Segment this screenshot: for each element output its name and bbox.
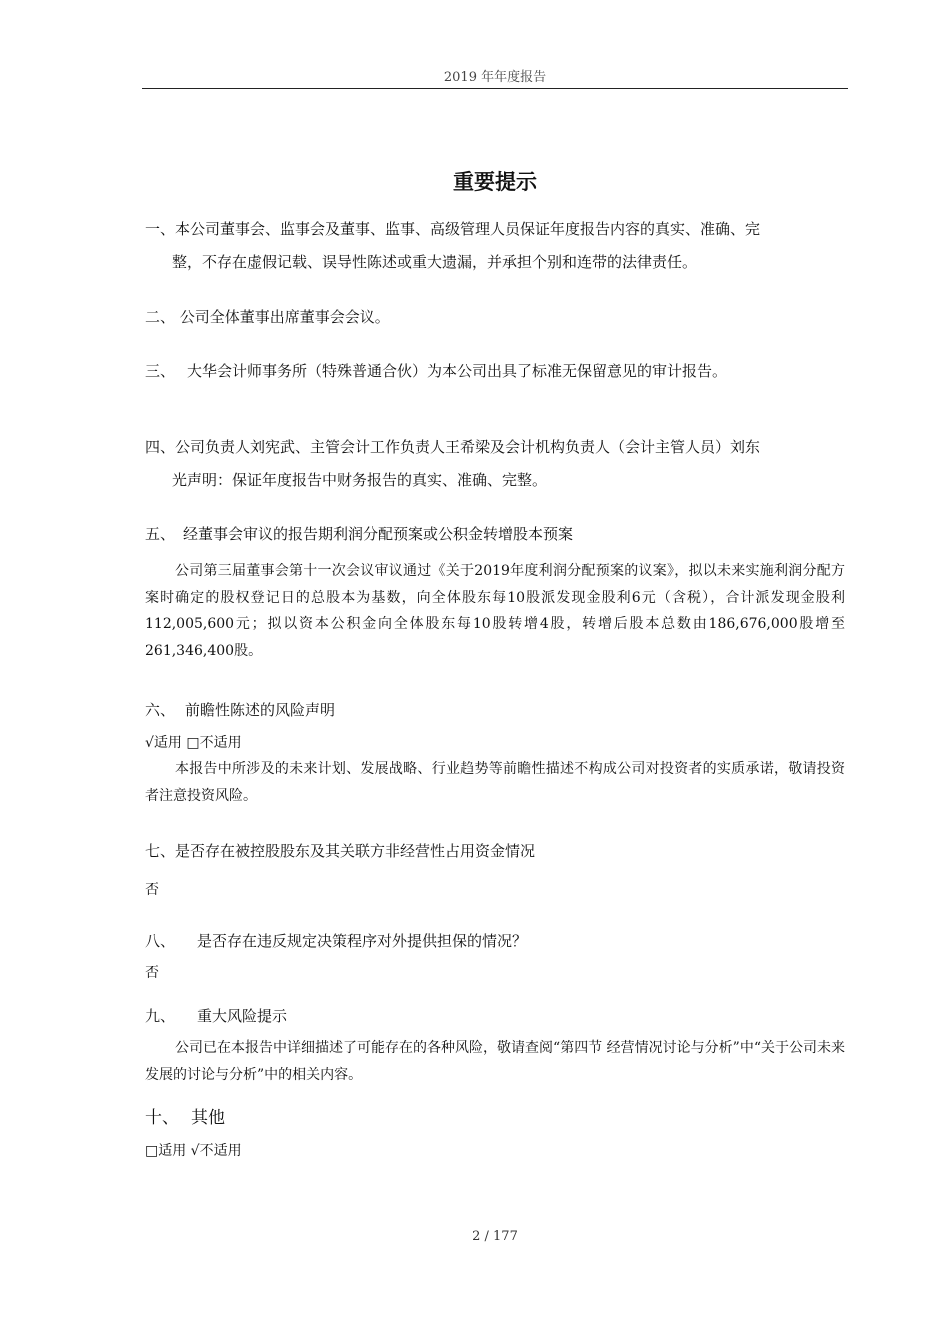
section-10-heading bbox=[145, 1103, 845, 1128]
section-4-line-1: 四、公司负责人刘宪武、主管会计工作负责人王希梁及会计机构负责人（会计主管人员）刘东 bbox=[145, 438, 761, 456]
section-6-title: 前瞻性陈述的风险声明 bbox=[185, 701, 336, 719]
section-5-body: 公司第三届董事会第十一次会议审议通过《关于2019年度利润分配预案的议案》，拟以未来实施利润分配方案时确定的股权登记日的总股本为基数，向全体股东每10股派发现金股利6元（含税），合计派发现金股利112,005,600元；拟以资本公积金向全体股东每10股转增4股，转增后股本总数由186,676,000股增至261,346,400股。 bbox=[145, 563, 845, 659]
section-10-number: 十、 bbox=[145, 1108, 179, 1128]
section-5-title: 经董事会审议的报告期利润分配预案或公积金转增股本预案 bbox=[183, 525, 574, 543]
section-9-number: 九、 bbox=[145, 1007, 176, 1025]
section-5-number: 五、 bbox=[145, 525, 176, 543]
section-7-heading: 七、是否存在被控股股东及其关联方非经营性占用资金情况 bbox=[145, 842, 536, 860]
section-8-heading bbox=[145, 930, 845, 951]
section-6-body: 本报告中所涉及的未来计划、发展战略、行业趋势等前瞻性描述不构成公司对投资者的实质承诺，敬请投资者注意投资风险。 bbox=[145, 761, 845, 804]
section-3-text: 大华会计师事务所（特殊普通合伙）为本公司出具了标准无保留意见的审计报告。 bbox=[187, 362, 728, 380]
section-8-title: 是否存在违反规定决策程序对外提供担保的情况？ bbox=[197, 932, 528, 950]
section-8-answer: 否 bbox=[145, 965, 159, 981]
section-1-line-1: 一、本公司董事会、监事会及董事、监事、高级管理人员保证年度报告内容的真实、准确、完 bbox=[145, 220, 761, 238]
section-9-heading bbox=[145, 1005, 845, 1026]
section-4-line-2: 光声明：保证年度报告中财务报告的真实、准确、完整。 bbox=[172, 471, 548, 489]
section-9-body: 公司已在本报告中详细描述了可能存在的各种风险，敬请查阅“第四节 经营情况讨论与分析”中“关于公司未来发展的讨论与分析”中的相关内容。 bbox=[145, 1040, 845, 1083]
section-6-options: √适用 □不适用 bbox=[145, 735, 242, 751]
page-title: 重要提示 bbox=[453, 170, 537, 194]
section-7-answer: 否 bbox=[145, 882, 159, 898]
section-2: 二、 公司全体董事出席董事会会议。 bbox=[145, 308, 390, 326]
section-6-heading bbox=[145, 699, 845, 720]
section-1-line-2: 整，不存在虚假记载、误导性陈述或重大遗漏，并承担个别和连带的法律责任。 bbox=[172, 253, 698, 271]
section-9-title: 重大风险提示 bbox=[197, 1007, 288, 1025]
header-rule bbox=[142, 88, 848, 89]
section-8-number: 八、 bbox=[145, 932, 176, 950]
section-3 bbox=[145, 360, 845, 381]
section-6-number: 六、 bbox=[145, 701, 176, 719]
page-number: 2 / 177 bbox=[472, 1229, 518, 1244]
section-5-heading bbox=[145, 523, 845, 544]
page-header: 2019 年年度报告 bbox=[443, 70, 547, 85]
section-10-title: 其他 bbox=[191, 1108, 225, 1128]
section-10-options: □适用 √不适用 bbox=[145, 1143, 242, 1159]
section-3-number: 三、 bbox=[145, 362, 176, 380]
